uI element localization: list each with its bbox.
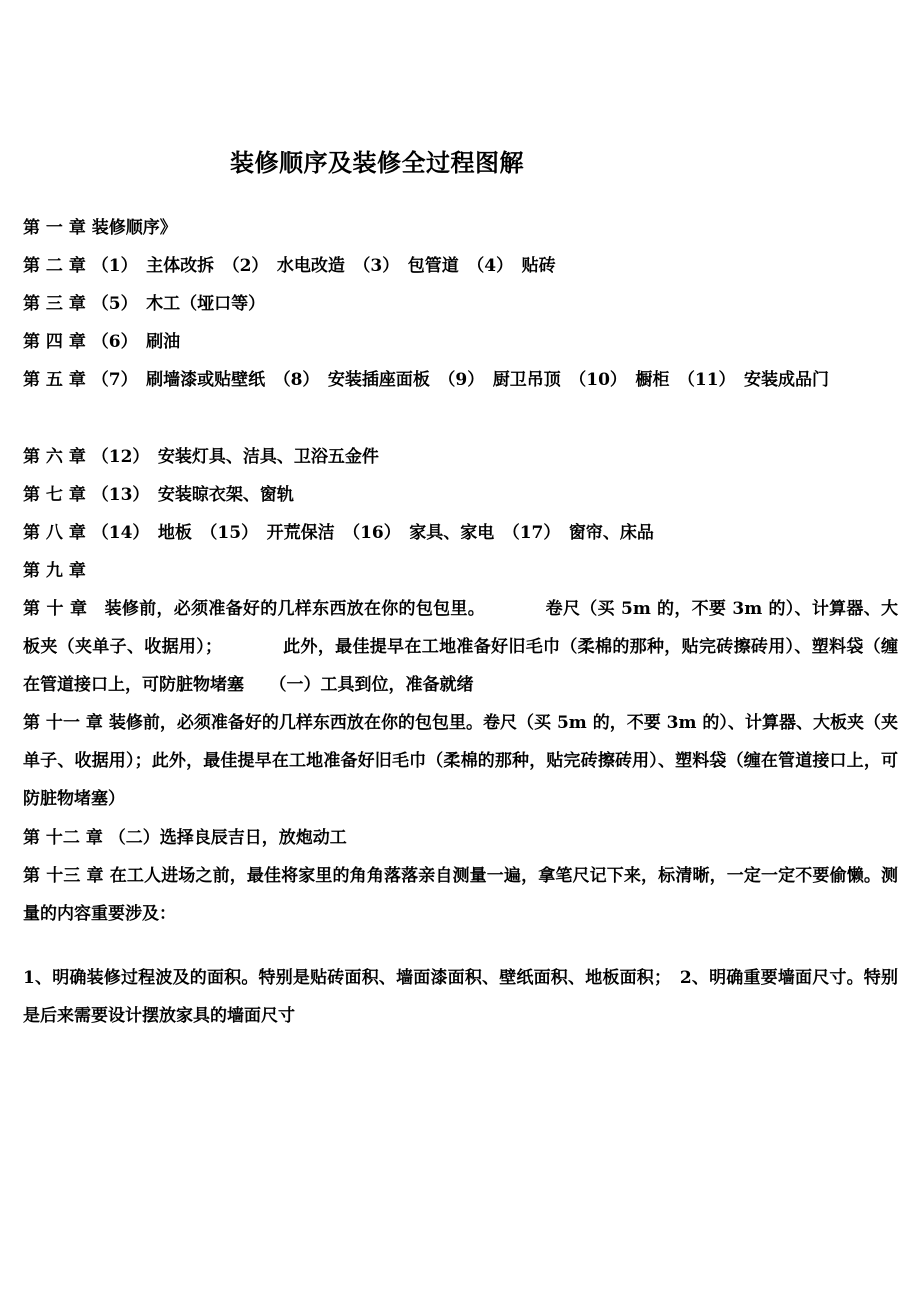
chapter-11-paragraph: 第 十一 章 装修前，必须准备好的几样东西放在你的包包里。卷尺（买 5m 的，不要 3m 的）、计算器、大板夹（夹单子、收据用）；此外，最佳提早在工地准备好旧毛巾（柔棉的那种，贴完砖擦砖用）、塑料袋（缠在管道接口上，可防脏物堵塞）	[23, 713, 898, 809]
chapter-8-line: 第 八 章 （14） 地板 （15） 开荒保洁 （16） 家具、家电 （17） 窗帘、床品	[23, 523, 654, 543]
chapter-13-paragraph: 第 十三 章 在工人进场之前，最佳将家里的角角落落亲自测量一遍，拿笔尺记下来，标清晰，一定一定不要偷懒。测量的内容重要涉及：	[23, 866, 898, 924]
chapter-7-line: 第 七 章 （13） 安装晾衣架、窗轨	[23, 485, 294, 505]
chapter-3-line: 第 三 章 （5） 木工（垭口等）	[23, 294, 266, 314]
chapter-10-paragraph: 第 十 章 装修前，必须准备好的几样东西放在你的包包里。 卷尺（买 5m 的，不要 3m 的）、计算器、大板夹（夹单子、收据用）； 此外，最佳提早在工地准备好旧毛巾（柔棉的那种，贴完砖擦砖用）、塑料袋（缠在管道接口上，可防脏物堵塞 （一）工具到位，准备就绪	[23, 599, 898, 695]
chapter-9-line: 第 九 章	[23, 561, 86, 581]
chapter-12-line: 第 十二 章 （二）选择良辰吉日，放炮动工	[23, 828, 347, 848]
chapter-4-line: 第 四 章 （6） 刷油	[23, 332, 181, 352]
document-title: 装修顺序及装修全过程图解	[230, 148, 524, 177]
measurement-notes-paragraph: 1、明确装修过程波及的面积。特别是贴砖面积、墙面漆面积、壁纸面积、地板面积； 2、明确重要墙面尺寸。特别是后来需要设计摆放家具的墙面尺寸	[23, 968, 898, 1026]
chapter-2-line: 第 二 章 （1） 主体改拆 （2） 水电改造 （3） 包管道 （4） 贴砖	[23, 256, 556, 276]
chapter-6-line: 第 六 章 （12） 安装灯具、洁具、卫浴五金件	[23, 447, 379, 467]
chapter-1-line: 第 一 章 装修顺序》	[23, 218, 177, 238]
chapter-5-line: 第 五 章 （7） 刷墙漆或贴壁纸 （8） 安装插座面板 （9） 厨卫吊顶 （10） 橱柜 （11） 安装成品门	[23, 370, 830, 390]
